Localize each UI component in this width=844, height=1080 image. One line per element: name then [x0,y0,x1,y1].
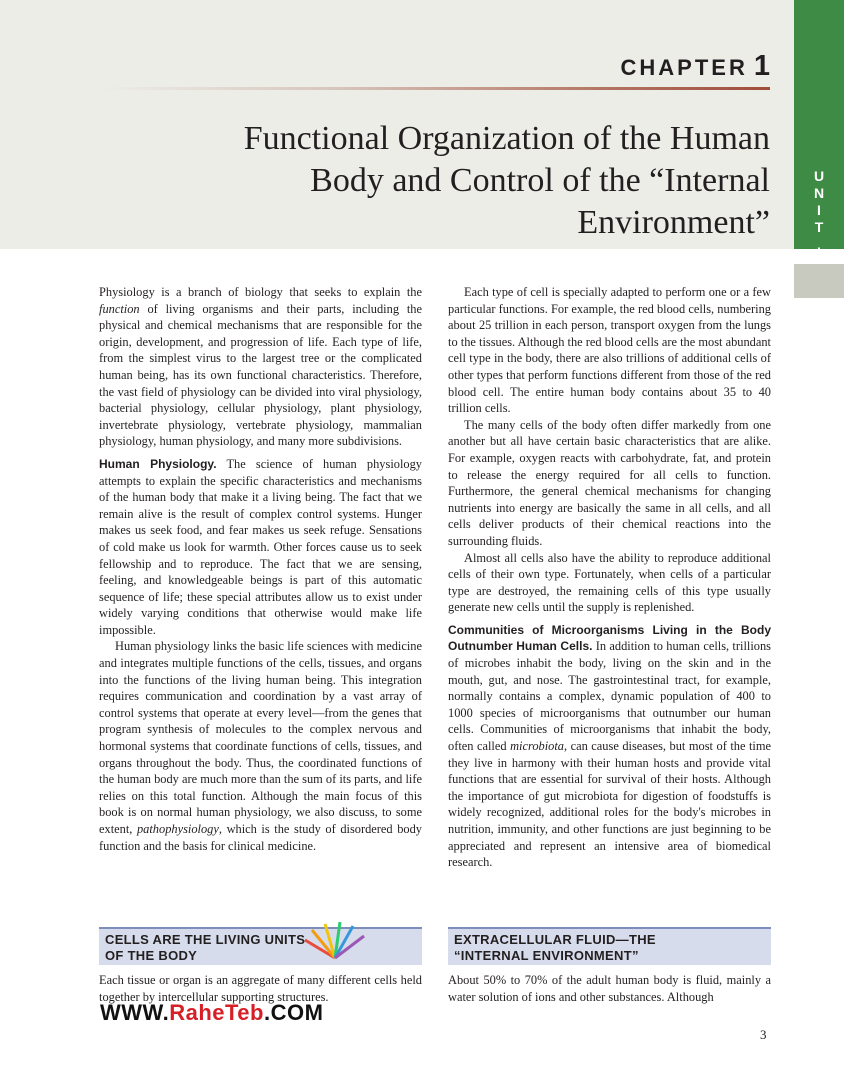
right-column [448,284,771,871]
chapter-title-line: Body and Control of the “Internal [310,162,770,199]
unit-letter: N [813,185,825,201]
watermark-brand: WWW.RaheTeb.COM [100,1000,324,1025]
emphasis-term: microbiota [510,739,564,754]
chapter-title-line: Functional Organization of the Human [243,120,770,157]
chapter-title-line: Environment” [577,204,770,241]
paragraph: Physiology is a branch of biology that seeks to explain the function of living organisms and their parts, including the physical and chemical mechanisms that are responsible for the origin, development, and progression of life. Each type of life, from the simplest virus to the largest tree or the complicated human being, has its own functional characteristics. Therefore, the vast field of physiology can be divided into viral physiology, bacterial physiology, cellular physiology, plant physiology, invertebrate physiology, vertebrate physiology, mammalian physiology, human physiology, and many more subdivisions. [99,285,422,449]
watermark-logo-icon [300,920,370,960]
section-heading-cells: CELLS ARE THE LIVING UNITS OF THE BODY [99,927,422,965]
chapter-label [621,50,770,83]
paragraph: Human Physiology. The science of human physiology attempts to explain the specific characteristics and mechanisms of the human body that make it a living being. The fact that we remain alive is the result of complex control systems. Hunger makes us seek food, and fear makes us seek refuge. Sensations of cold make us look for warmth. Other forces cause us to seek fellowship and to reproduce. The fact that we are sensing, feeling, and knowledgeable beings is part of this automatic sequence of life; these special attributes allow us to exist under widely varying conditions that otherwise would make life impossible. [99,456,422,637]
section-heading-ecf: EXTRACELLULAR FLUID—THE “INTERNAL ENVIRONMENT” [448,927,771,965]
left-column [99,284,422,854]
chapter-word: CHAPTER [620,55,748,80]
chapter-title [150,118,770,244]
run-in-heading: Communities of Microorganisms Living in the Body Outnumber Human Cells. [448,622,771,654]
paragraph: The many cells of the body often differ markedly from one another but all have certain basic characteristics that are alike. For example, oxygen reacts with carbohydrate, fat, and protein to release the energy required for all cells to function. Furthermore, the general chemical mechanisms for changing nutrients into energy are basically the same in all cells, and all cells deliver products of their chemical reactions into the surrounding fluids. [448,417,771,548]
unit-label [808,168,830,261]
emphasis-term: pathophysiology [136,822,219,836]
section-text-cells: Each tissue or organ is an aggregate of many different cells held together by intercellular supporting structures. [99,973,422,1004]
page-number: 3 [760,1027,767,1042]
paragraph: Each type of cell is specially adapted to perform one or a few particular functions. For example, the red blood cells, numbering about 25 trillion in each person, transport oxygen from the lungs to the tissues. Although the red blood cells are the most abundant cell type in the body, there are also trillions of additional cells of other types that perform functions different from those of the red blood cell. The entire human body contains about 35 to 40 trillion cells. [448,285,771,416]
unit-letter: I [817,244,821,260]
emphasis-term: function [99,301,140,316]
paragraph: Almost all cells also have the ability to reproduce additional cells of their own type. Fortunately, when cells of a particular type are destroyed, the remaining cells of this type usually generate new cells until the supply is replenished. [448,550,771,615]
paragraph: Communities of Microorganisms Living in the Body Outnumber Human Cells. In addition to human cells, trillions of microbes inhabit the body, living on the skin and in the mouth, gut, and nose. The gastrointestinal tract, for example, normally contains a complex, dynamic population of 400 to 1000 species of microorganisms that outnumber our human cells. Communities of microorganisms that inhabit the body, often called microbiota, can cause diseases, but most of the time they live in harmony with their human hosts and provide vital functions that are essential for survival of their hosts. Although the importance of gut microbiota for digestion of foodstuffs is widely recognized, additional roles for the body's microbes in nutrition, immunity, and other functions are just beginning to be appreciated and represent an intensive area of biomedical research. [448,622,771,870]
section-text-ecf: About 50% to 70% of the adult human body is fluid, mainly a water solution of ions and other substances. Although [448,973,771,1004]
unit-letter: U [813,168,825,184]
unit-letter: I [817,202,821,218]
paragraph: Human physiology links the basic life sciences with medicine and integrates multiple functions of the cells, tissues, and organs into the functions of the living human being. This integration requires communication and coordination by a vast array of control systems that operate at every level—from the genes that program synthesis of molecules to the complex nervous and hormonal systems that coordinate functions of cells, tissues, and organs throughout the body. Thus, the coordinated functions of the human body are much more than the sum of its parts, and life relies on this total function. Although the main focus of this book is on normal human physiology, we also discuss, to some extent, pathophysiology, which is the study of disordered body function and the basis for clinical medicine. [99,639,422,853]
chapter-number: 1 [753,50,770,82]
unit-tab-secondary [794,264,844,298]
unit-letter: T [814,219,824,235]
run-in-heading: Human Physiology. [99,456,217,471]
chapter-rule [100,87,770,90]
